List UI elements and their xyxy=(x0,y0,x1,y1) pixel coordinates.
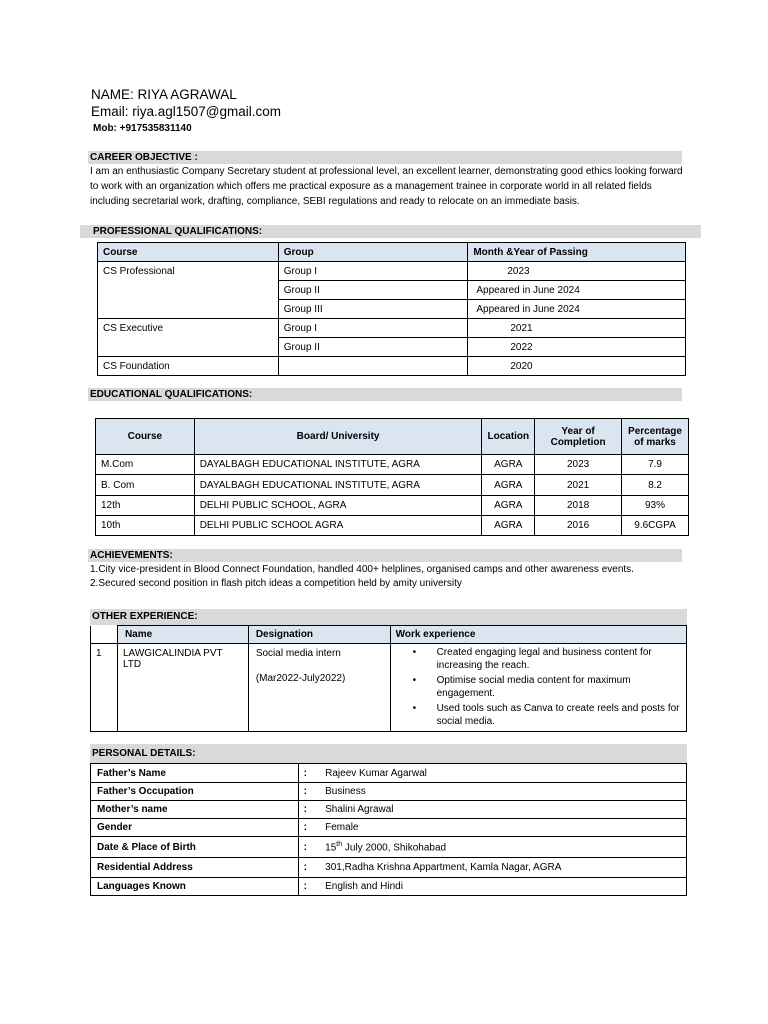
course-cell xyxy=(98,281,279,300)
group-cell: Group I xyxy=(278,319,468,338)
board-cell: DAYALBAGH EDUCATIONAL INSTITUTE, AGRA xyxy=(194,455,482,475)
detail-value: Business xyxy=(320,783,686,801)
detail-label: Father’s Occupation xyxy=(91,783,299,801)
detail-value: 15th July 2000, Shikohabad xyxy=(320,837,686,858)
percentage-cell: 9.6CGPA xyxy=(622,516,689,536)
detail-separator: : xyxy=(298,878,320,896)
designation-cell xyxy=(248,644,390,732)
col-header-passing: Month &Year of Passing xyxy=(468,243,686,262)
year-cell: 2016 xyxy=(535,516,622,536)
detail-separator: : xyxy=(298,801,320,819)
passing-cell: 2023 xyxy=(468,262,686,281)
col-header-course: Course xyxy=(96,419,195,455)
group-cell: Group II xyxy=(278,338,468,357)
experience-table xyxy=(90,625,687,732)
table-row xyxy=(96,496,689,516)
col-header-name: Name xyxy=(117,626,248,644)
achievements-heading: ACHIEVEMENTS: xyxy=(88,549,682,562)
board-cell: DAYALBAGH EDUCATIONAL INSTITUTE, AGRA xyxy=(194,475,482,496)
group-cell: Group I xyxy=(278,262,468,281)
passing-cell: 2022 xyxy=(468,338,686,357)
list-item: • Optimise social media content for maximum engagement. xyxy=(412,675,631,699)
achievements-list xyxy=(90,563,690,591)
col-header-work-experience: Work experience xyxy=(390,626,686,644)
table-row xyxy=(98,319,686,338)
col-header-group: Group xyxy=(278,243,468,262)
table-row xyxy=(96,455,689,475)
candidate-name: NAME: RIYA AGRAWAL xyxy=(91,87,237,102)
other-experience-heading: OTHER EXPERIENCE: xyxy=(90,609,687,625)
row-number: 1 xyxy=(91,644,118,732)
course-cell: CS Executive xyxy=(98,319,279,338)
course-cell xyxy=(98,338,279,357)
passing-cell: 2020 xyxy=(468,357,686,376)
col-header-year: Year of Completion xyxy=(535,419,622,455)
designation-period: (Mar2022-July2022) xyxy=(255,673,346,684)
percentage-cell: 7.9 xyxy=(622,455,689,475)
bullet-icon: • xyxy=(412,675,417,686)
course-cell xyxy=(98,300,279,319)
educational-qualifications-table xyxy=(95,418,689,536)
table-row xyxy=(91,644,687,732)
year-cell: 2023 xyxy=(535,455,622,475)
professional-qualifications-heading: PROFESSIONAL QUALIFICATIONS: xyxy=(80,225,701,238)
table-row xyxy=(98,357,686,376)
group-cell: Group III xyxy=(278,300,468,319)
table-row xyxy=(91,801,687,819)
bullet-icon: • xyxy=(412,703,417,714)
detail-value: Female xyxy=(320,819,686,837)
group-cell: Group II xyxy=(278,281,468,300)
detail-separator: : xyxy=(298,858,320,878)
table-row xyxy=(98,338,686,357)
passing-cell: 2021 xyxy=(468,319,686,338)
detail-value: English and Hindi xyxy=(320,878,686,896)
table-row xyxy=(96,475,689,496)
course-cell: M.Com xyxy=(96,455,195,475)
detail-value: 301,Radha Krishna Appartment, Kamla Nagar, AGRA xyxy=(320,858,686,878)
col-header-designation: Designation xyxy=(248,626,390,644)
professional-qualifications-table xyxy=(97,242,686,376)
career-objective-text: I am an enthusiastic Company Secretary student at professional level, an excellent learner, demonstrating good ethics looking forward to work with an organization which offers me practical exposure as a management trainee in corporate world in all related fields including secretarial work, drafting, compliance, SEBI regulations and ready to relocate on an immediate basis. xyxy=(90,166,683,207)
location-cell: AGRA xyxy=(482,455,535,475)
personal-details-table xyxy=(90,763,687,896)
course-cell: 10th xyxy=(96,516,195,536)
col-header-location: Location xyxy=(482,419,535,455)
passing-cell: Appeared in June 2024 xyxy=(468,281,686,300)
list-item: • Used tools such as Canva to create reels and posts for social media. xyxy=(412,703,680,727)
course-cell: B. Com xyxy=(96,475,195,496)
table-row xyxy=(91,878,687,896)
work-experience-cell xyxy=(390,644,686,732)
table-row xyxy=(98,281,686,300)
designation-title: Social media intern xyxy=(255,648,341,659)
col-header-number xyxy=(91,626,118,644)
career-objective-heading: CAREER OBJECTIVE : xyxy=(88,151,682,164)
table-header-row xyxy=(96,419,689,455)
table-row xyxy=(98,262,686,281)
detail-label: Father’s Name xyxy=(91,764,299,783)
board-cell: DELHI PUBLIC SCHOOL AGRA xyxy=(194,516,482,536)
table-header-row xyxy=(98,243,686,262)
course-cell: CS Foundation xyxy=(98,357,279,376)
detail-separator: : xyxy=(298,783,320,801)
personal-details-heading: PERSONAL DETAILS: xyxy=(90,744,687,763)
detail-separator: : xyxy=(298,819,320,837)
detail-label: Languages Known xyxy=(91,878,299,896)
table-row xyxy=(91,764,687,783)
passing-cell: Appeared in June 2024 xyxy=(468,300,686,319)
company-name: LAWGICALINDIA PVT LTD xyxy=(117,644,248,732)
list-item: • Created engaging legal and business content for increasing the reach. xyxy=(412,647,652,671)
detail-label: Date & Place of Birth xyxy=(91,837,299,858)
course-cell: CS Professional xyxy=(98,262,279,281)
detail-value: Shalini Agrawal xyxy=(320,801,686,819)
candidate-mobile: Mob: +917535831140 xyxy=(93,123,192,134)
table-header-row xyxy=(91,626,687,644)
detail-value: Rajeev Kumar Agarwal xyxy=(320,764,686,783)
detail-separator: : xyxy=(298,837,320,858)
col-header-board: Board/ University xyxy=(194,419,482,455)
col-header-course: Course xyxy=(98,243,279,262)
table-row xyxy=(91,819,687,837)
table-row xyxy=(91,783,687,801)
location-cell: AGRA xyxy=(482,496,535,516)
achievement-item: 2.Secured second position in flash pitch ideas a competition held by amity university xyxy=(90,578,462,589)
table-row xyxy=(96,516,689,536)
detail-label: Mother’s name xyxy=(91,801,299,819)
educational-qualifications-heading: EDUCATIONAL QUALIFICATIONS: xyxy=(88,388,682,401)
achievement-item: 1.City vice-president in Blood Connect Foundation, handled 400+ helplines, organised camps and other awareness events. xyxy=(90,564,634,575)
detail-label: Gender xyxy=(91,819,299,837)
detail-separator: : xyxy=(298,764,320,783)
candidate-email: Email: riya.agl1507@gmail.com xyxy=(91,104,282,119)
location-cell: AGRA xyxy=(482,475,535,496)
location-cell: AGRA xyxy=(482,516,535,536)
table-row xyxy=(91,837,687,858)
detail-label: Residential Address xyxy=(91,858,299,878)
year-cell: 2018 xyxy=(535,496,622,516)
work-experience-list xyxy=(391,647,682,728)
year-cell: 2021 xyxy=(535,475,622,496)
group-cell xyxy=(278,357,468,376)
percentage-cell: 8.2 xyxy=(622,475,689,496)
table-row xyxy=(91,858,687,878)
board-cell: DELHI PUBLIC SCHOOL, AGRA xyxy=(194,496,482,516)
bullet-icon: • xyxy=(412,647,417,658)
table-row xyxy=(98,300,686,319)
col-header-percentage: Percentage of marks xyxy=(622,419,689,455)
percentage-cell: 93% xyxy=(622,496,689,516)
course-cell: 12th xyxy=(96,496,195,516)
